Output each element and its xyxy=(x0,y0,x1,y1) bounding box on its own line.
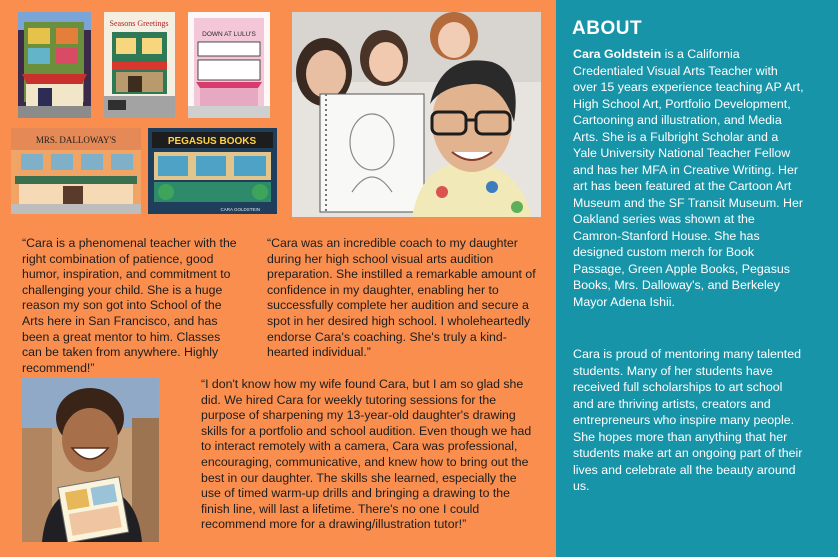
artwork-down-at-lulus xyxy=(188,12,270,118)
about-mentoring: Cara is proud of mentoring many talented students. Many of her students have received full scholarships to art school and are thriving artists, creators and entrepreneurs who inspire many people. She hopes more than anything that her students make art an ongoing part of their lives and celebrate all the beauty around us. xyxy=(573,347,803,493)
artwork-storefront-colorful xyxy=(18,12,91,118)
testimonial-2: “Cara was an incredible coach to my daughter during her high school visual arts audition preparation. She instilled a remarkable amount of confidence in my daughter, enabling her to successfully complete her audition and secure a spot in her desired high school. I wholeheartedly endorse Cara's coaching. She's truly a kind-hearted individual.” xyxy=(267,236,536,360)
about-title: ABOUT xyxy=(572,18,643,39)
testimonial-3: “I don't know how my wife found Cara, but I am so glad she did. We hired Cara for weekly tutoring sessions for the purpose of sharpening my 13-year-old daughter's drawing skills for a portfolio and school audition. Even though we had to interact remotely with a camera, Cara was professional, encouraging, communicative, and knew how to bring out the best in our daughter. The skills she learned, especially the use of timed warm-up drills and bringing a drawing to the finish line, will last a lifetime. There's no one I could recommend more for a drawing/illustration tutor!” xyxy=(201,377,532,532)
artwork-signature: CARA GOLDSTEIN xyxy=(220,207,260,212)
artwork-sign-lulus: DOWN AT LULU'S xyxy=(202,31,256,38)
teacher-name: Cara Goldstein xyxy=(573,47,662,61)
artwork-pegasus-books xyxy=(148,128,277,214)
artwork-sign-pegasus: PEGASUS BOOKS xyxy=(167,136,257,147)
artwork-mrs-dalloways xyxy=(11,128,141,214)
artwork-seasons-greetings xyxy=(104,12,175,118)
about-panel xyxy=(556,0,838,557)
artwork-sign-dalloways: MRS. DALLOWAY'S xyxy=(35,135,117,145)
about-bio-text: is a California Credentialed Visual Arts Teacher with over 15 years experience teaching AP Art, High School Art, Portfolio Development, Cartooning and illustration, and Media Arts. She is a Fulbright Scholar and a Yale University National Teacher Fellow and has her MFA in Creative Writing. Her art has been featured at the Cartoon Art Museum and the SF Transit Museum. Her Oakland series was shown at the Camron-Stanford House. She has designed custom merch for Book Passage, Green Apple Books, Pegasus Books, Mrs. Dalloway's, and Berkeley Mayor Adena Ishii. xyxy=(573,47,804,309)
about-bio xyxy=(573,46,805,310)
artwork-sign-seasons: Seasons Greetings xyxy=(109,19,169,28)
photo-teacher-selfie-with-students xyxy=(292,12,541,217)
photo-child-with-comic-book xyxy=(22,378,159,542)
testimonial-1: “Cara is a phenomenal teacher with the right combination of patience, good humor, inspiration, and commitment to challenging your child. She is a huge reason my son got into School of the Arts here in San Francisco, and has been a great mentor to him. Classes can be taken from anywhere. Highly recommend!” xyxy=(22,236,237,375)
